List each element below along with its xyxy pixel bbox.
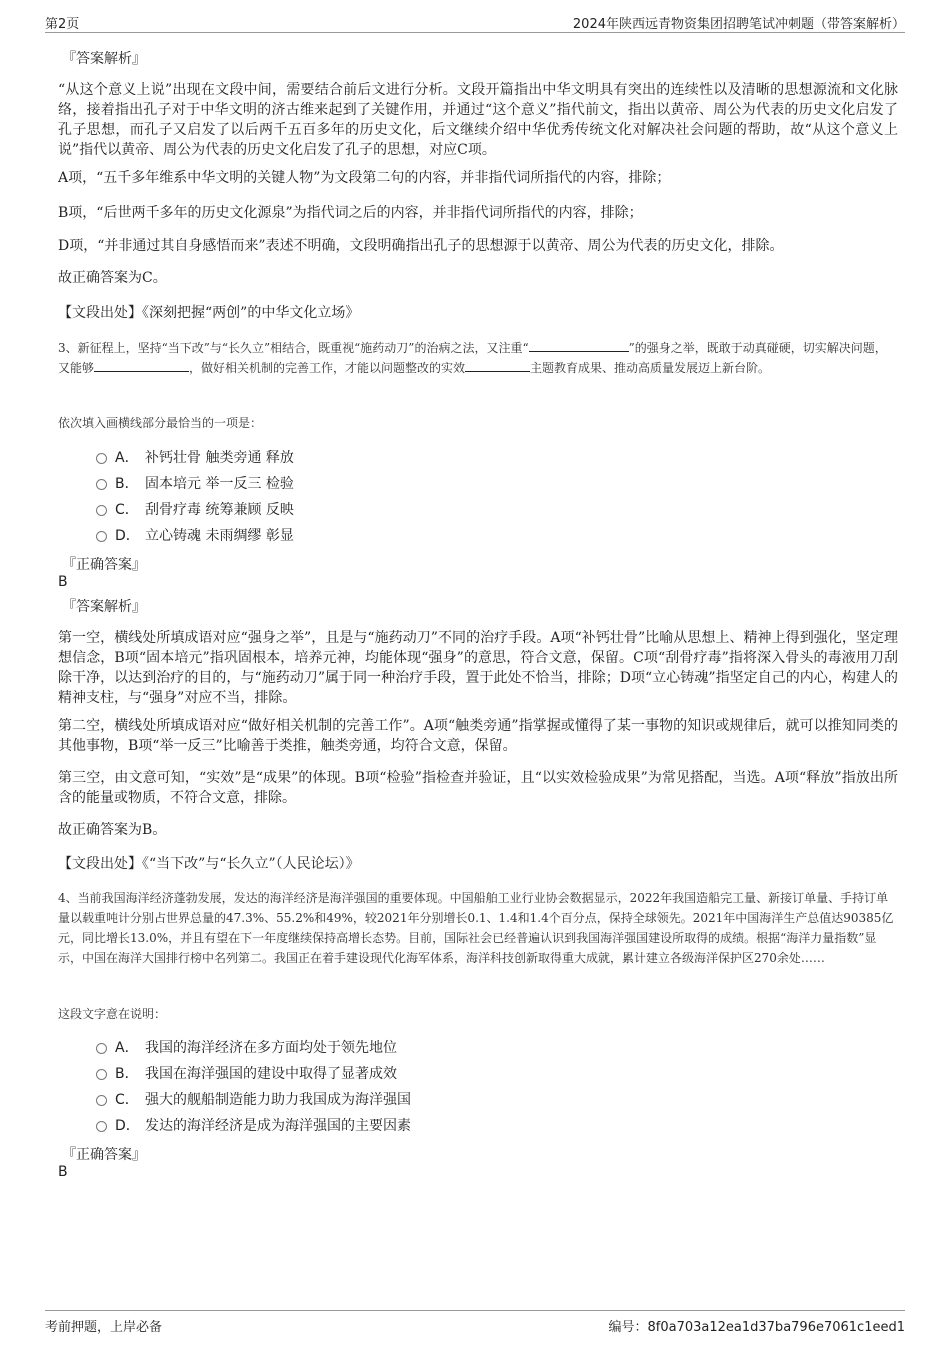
answer-statement: 故正确答案为B。 [58,822,167,838]
analysis-paragraph: 第三空，由文意可知，“实效”是“成果”的体现。B项“检验”指检查并验证，且“以实效检验成果”为常见搭配，当选。A项“释放”指放出所含的能量或物质，不符合文意，排除。 [58,770,898,806]
option-a[interactable]: A． 补钙壮骨 触类旁通 释放 [96,448,294,468]
question-stem: 4、当前我国海洋经济蓬勃发展，发达的海洋经济是海洋强国的重要体现。中国船舶工业行业协会数据显示，2022年我国造船完工量、新接订单量、手持订单量以载重吨计分别占世界总量的47.3%、55.2%和49%，较2021年分别增长0.1、1.4和1.4个百分点，保持全球领先。2021年中国海洋生产总值达90385亿元，同比增长13.0%，并且有望在下一年度继续保持高增长态势。目前，国际社会已经普遍认识到我国海洋强国建设所取得的成绩。根据“海洋力量指数”显示，中国在海洋大国排行榜中名列第二。我国正在着手建设现代化海军体系，海洋科技创新取得重大成就，累计建立各级海洋保护区270余处…… [58,891,894,965]
analysis-paragraph: 第一空，横线处所填成语对应“强身之举”，且是与“施药动刀”不同的治疗手段。A项“补钙壮骨”比喻从思想上、精神上得到强化，坚定理想信念，B项“固本培元”指巩固根本，培养元神，均能体现“强身”的意思，符合文意，保留。C项“刮骨疗毒”指将深入骨头的毒液用刀刮除干净，以达到治疗的目的，与“施药动刀”属于同一种治疗手段，置于此处不恰当，排除；D项“立心铸魂”指坚定自己的内心，构建人的精神支柱，与“强身”对应不当，排除。 [58,630,898,706]
source-citation: 【文段出处】《深刻把握“两创”的中华文化立场》 [58,305,360,321]
document-title: 2024年陕西远青物资集团招聘笔试冲刺题（带答案解析） [572,17,905,32]
correct-answer: B [58,574,68,590]
question-prompt: 依次填入画横线部分最恰当的一项是： [58,416,263,430]
radio-icon[interactable] [96,1043,107,1054]
source-citation: 【文段出处】《“当下改”与“长久立”（人民论坛）》 [58,856,360,872]
analysis-label: 『答案解析』 [62,599,146,615]
answer-blank [465,359,530,372]
footer-note: 考前押题，上岸必备 [45,1320,163,1335]
question-prompt: 这段文字意在说明： [58,1007,167,1021]
analysis-paragraph: 第二空，横线处所填成语对应“做好相关机制的完善工作”。A项“触类旁通”指掌握或懂得了某一事物的知识或规律后，就可以推知同类的其他事物，B项“举一反三”比喻善于类推，触类旁通，均符合文意，保留。 [58,718,898,754]
page-number: 第2页 [45,17,80,32]
analysis-paragraph: A项，“五千多年维系中华文明的关键人物”为文段第二句的内容，并非指代词所指代的内容，排除； [58,170,671,186]
option-a[interactable]: A． 我国的海洋经济在多方面均处于领先地位 [96,1038,397,1058]
answer-blank [94,359,189,372]
option-d[interactable]: D． 发达的海洋经济是成为海洋强国的主要因素 [96,1116,411,1136]
analysis-paragraph: D项，“并非通过其自身感悟而来”表述不明确，文段明确指出孔子的思想源于以黄帝、周公为代表的历史文化，排除。 [58,238,784,254]
page-footer [45,1310,905,1335]
answer-blank [529,339,629,352]
radio-icon[interactable] [96,453,107,464]
question-stem: 3、新征程上，坚持“当下改”与“长久立”相结合，既重视“施药动刀”的治病之法，又注重“ ”的强身之举，既敢于动真碰硬，切实解决问题，又能够 ，做好相关机制的完善工作，才能以问题整改的实效 主题教育成果、推动高质量发展迈上新台阶。 [58,341,887,375]
radio-icon[interactable] [96,1121,107,1132]
option-c[interactable]: C． 刮骨疗毒 统筹兼顾 反映 [96,500,294,520]
radio-icon[interactable] [96,531,107,542]
page-header [45,10,905,33]
radio-icon[interactable] [96,505,107,516]
analysis-paragraph: B项，“后世两千多年的历史文化源泉”为指代词之后的内容，并非指代词所指代的内容，排除； [58,205,643,221]
option-c[interactable]: C． 强大的舰船制造能力助力我国成为海洋强国 [96,1090,411,1110]
analysis-paragraph: “从这个意义上说”出现在文段中间，需要结合前后文进行分析。文段开篇指出中华文明具有突出的连续性以及清晰的思想源流和文化脉络，接着指出孔子对于中华文明的济古维来起到了关键作用，并通过“这个意义”指代前文，指出以黄帝、周公为代表的历史文化启发了孔子思想，而孔子又启发了以后两千五百多年的历史文化，后文继续介绍中华优秀传统文化对解决社会问题的帮助，故“从这个意义上说”指代以黄帝、周公为代表的历史文化启发了孔子的思想，对应C项。 [58,82,898,158]
answer-statement: 故正确答案为C。 [58,270,167,286]
option-b[interactable]: B． 我国在海洋强国的建设中取得了显著成效 [96,1064,397,1084]
option-b[interactable]: B． 固本培元 举一反三 检验 [96,474,294,494]
analysis-label: 『答案解析』 [62,51,146,67]
radio-icon[interactable] [96,1069,107,1080]
correct-answer-label: 『正确答案』 [62,557,146,573]
radio-icon[interactable] [96,1095,107,1106]
correct-answer-label: 『正确答案』 [62,1147,146,1163]
radio-icon[interactable] [96,479,107,490]
option-d[interactable]: D． 立心铸魂 未雨绸缪 彰显 [96,526,294,546]
document-code: 编号：8f0a703a12ea1d37ba796e7061c1eed1 [608,1320,905,1335]
correct-answer: B [58,1164,68,1180]
